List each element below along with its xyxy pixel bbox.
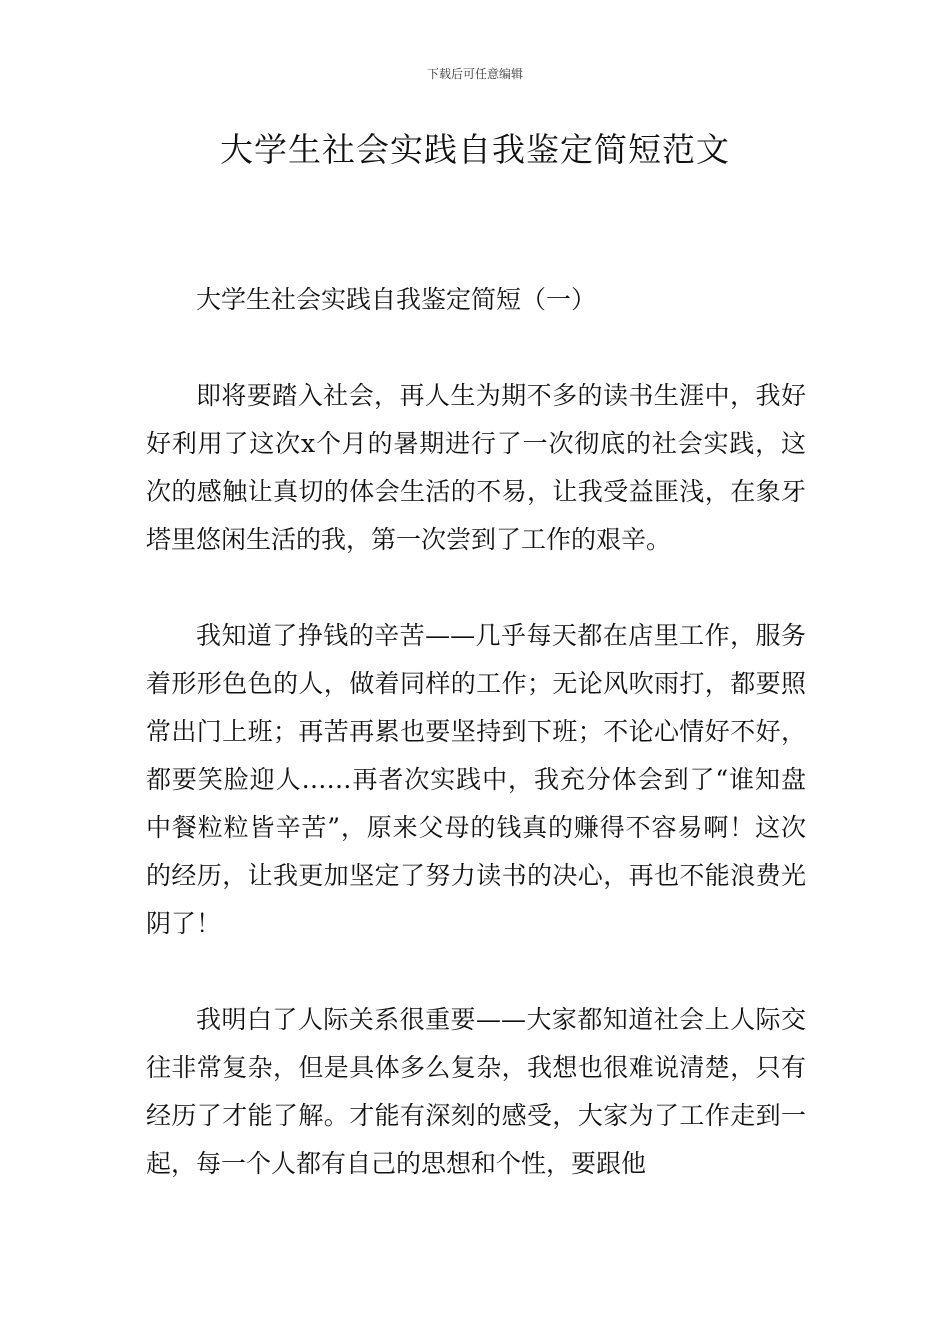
page-title: 大学生社会实践自我鉴定简短范文 bbox=[220, 130, 730, 169]
section-heading: 大学生社会实践自我鉴定简短（一） bbox=[196, 285, 597, 314]
paragraph-2: 我知道了挣钱的辛苦——几乎每天都在店里工作，服务着形形色色的人，做着同样的工作；无论风吹雨打，都要照常出门上班；再苦再累也要坚持到下班；不论心情好不好，都要笑脸迎人……再者次实践中，我充分体会到了“谁知盘中餐粒粒皆辛苦”，原来父母的钱真的赚得不容易啊！这次的经历，让我更加坚定了努力读书的决心，再也不能浪费光阴了！ bbox=[146, 621, 806, 938]
paragraph-1: 即将要踏入社会，再人生为期不多的读书生涯中，我好好利用了这次x个月的暑期进行了一次彻底的社会实践，这次的感触让真切的体会生活的不易，让我受益匪浅，在象牙塔里悠闲生活的我，第一次尝到了工作的艰辛。 bbox=[146, 381, 806, 554]
paragraph-3: 我明白了人际关系很重要——大家都知道社会上人际交往非常复杂，但是具体多么复杂，我想也很难说清楚，只有经历了才能了解。才能有深刻的感受，大家为了工作走到一起，每一个人都有自己的思想和个性，要跟他 bbox=[146, 1005, 806, 1178]
document-body bbox=[146, 276, 806, 1236]
header-note: 下载后可任意编辑 bbox=[426, 67, 523, 81]
